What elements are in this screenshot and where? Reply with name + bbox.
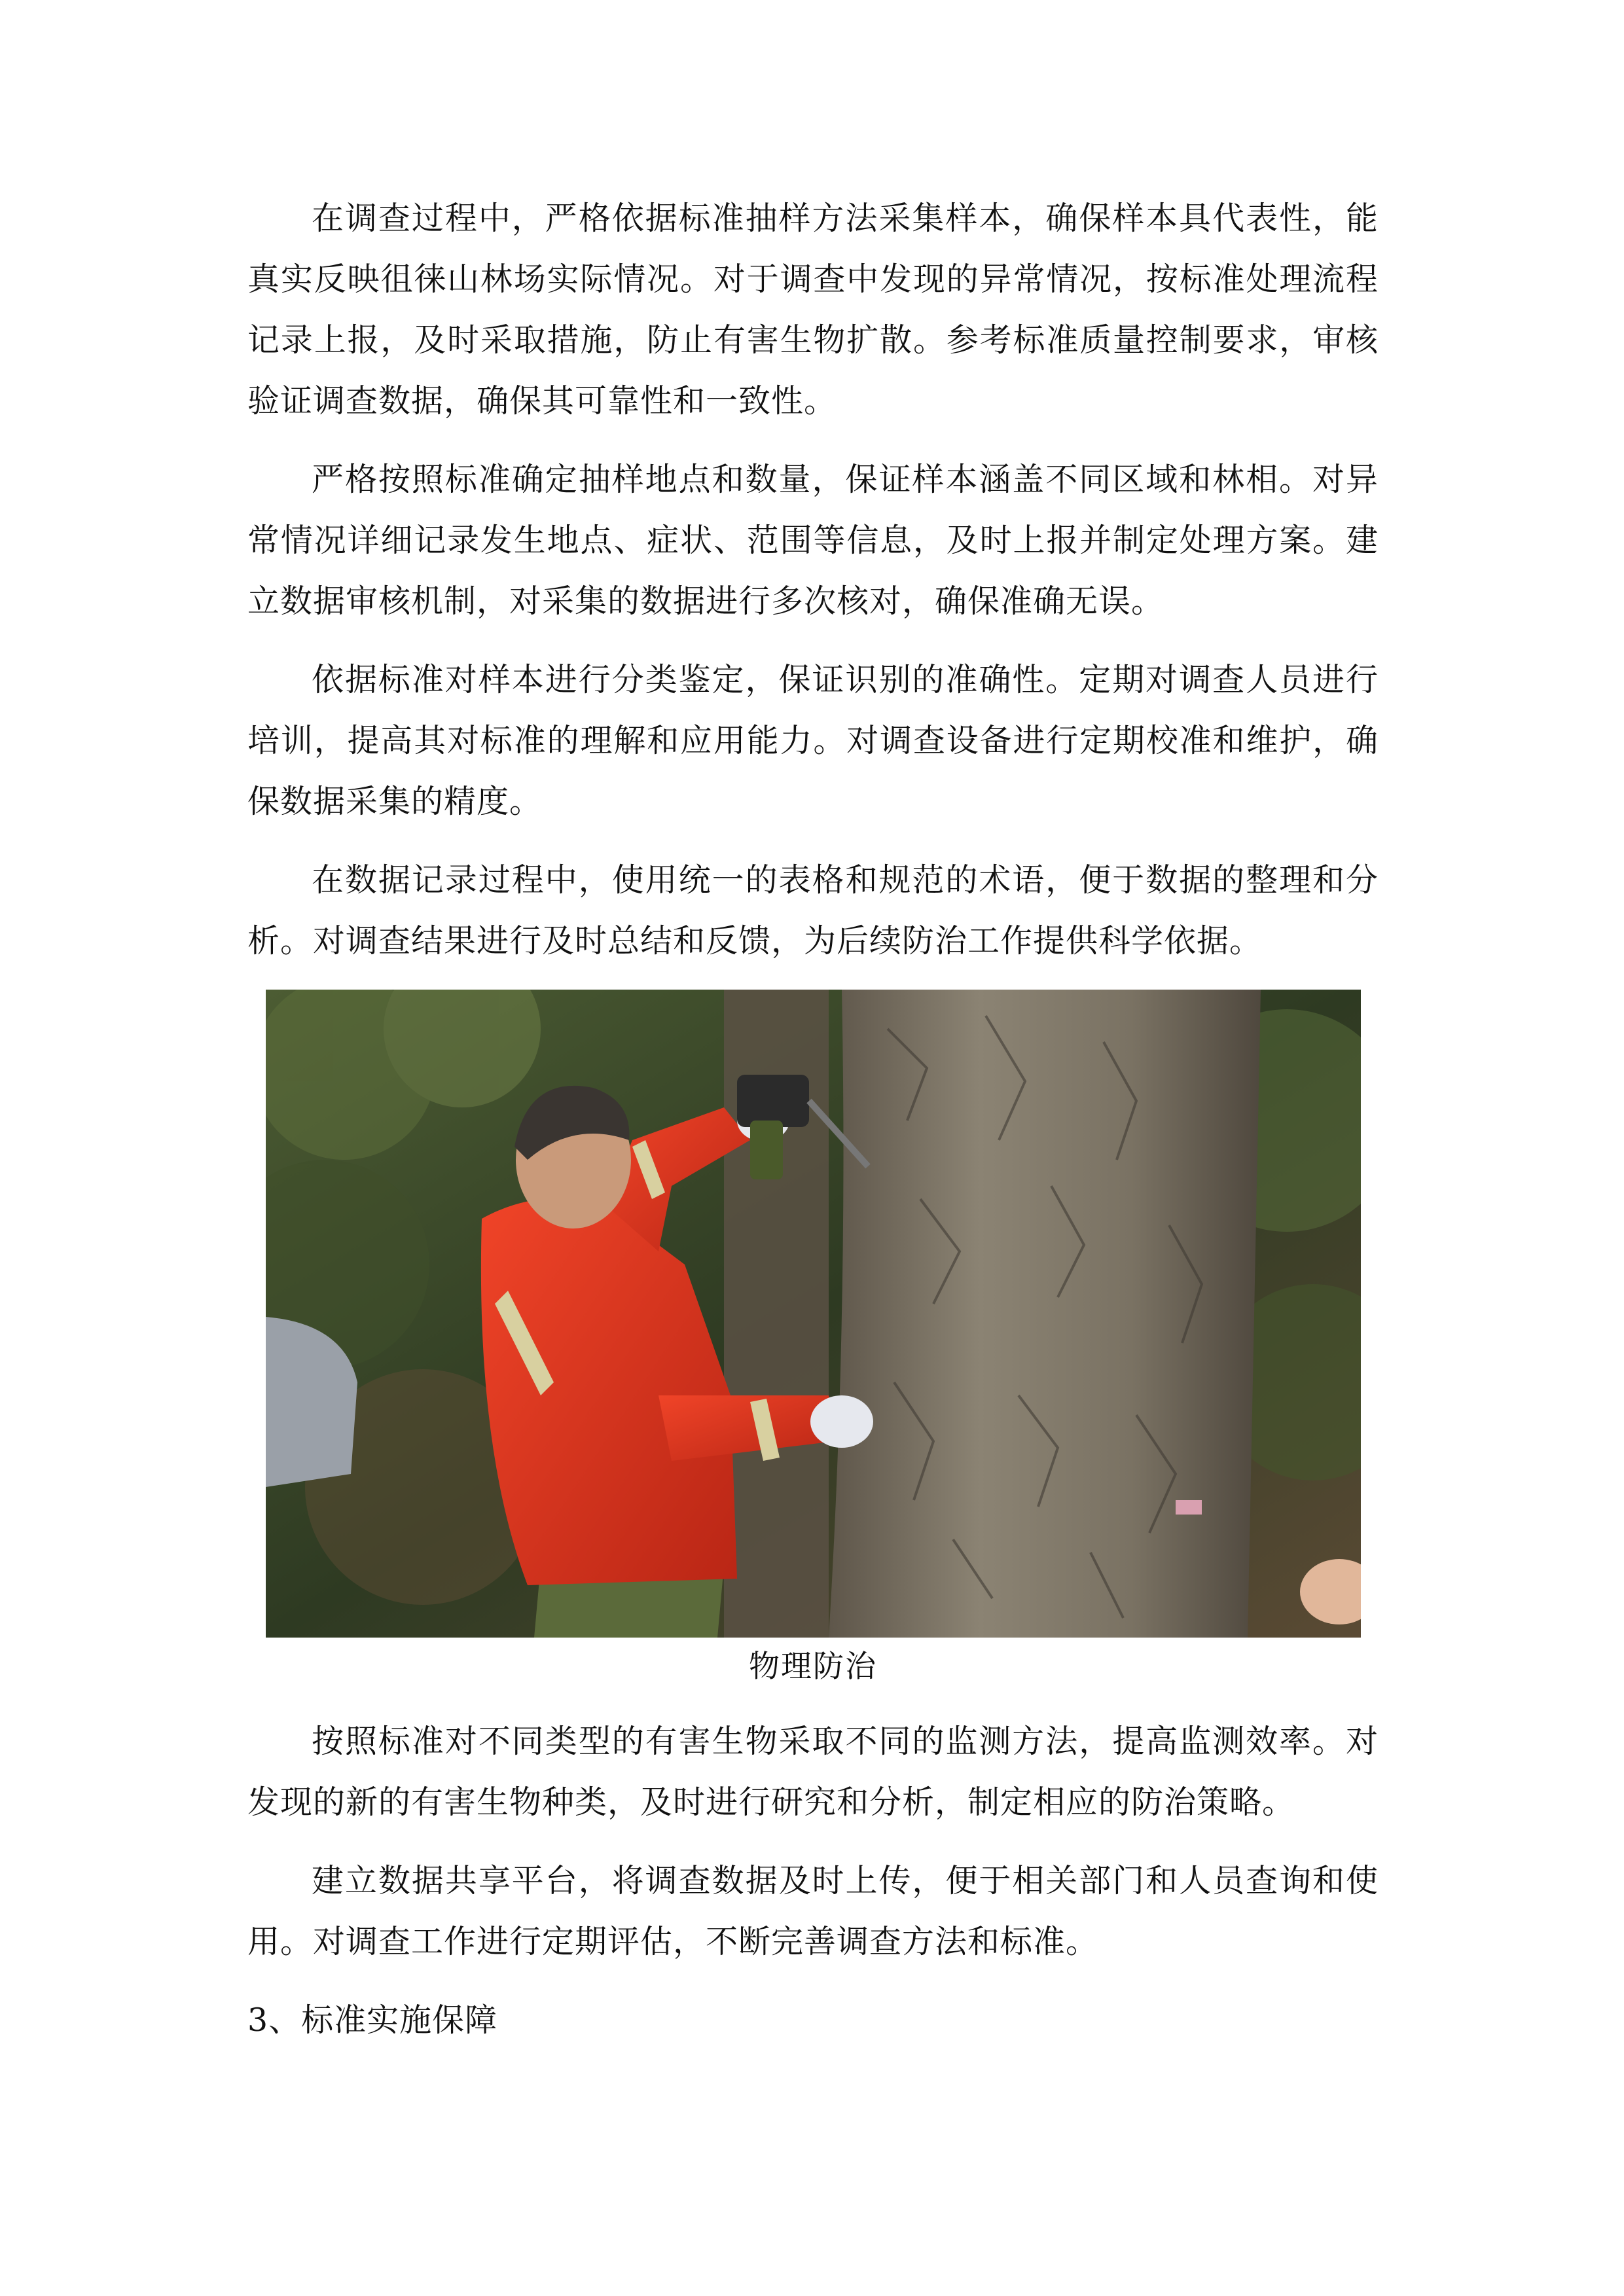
photo-illustration — [266, 990, 1361, 1638]
section-heading: 3、标准实施保障 — [247, 2001, 498, 2039]
paragraph-1: 在调查过程中，严格依据标准抽样方法采集样本，确保样本具代表性，能真实反映徂徕山林场实际情况。对于调查中发现的异常情况，按标准处理流程记录上报，及时采取措施，防止有害生物扩散。参考标准质量控制要求，审核验证调查数据，确保其可靠性和一致性。 — [247, 200, 1379, 420]
paragraph-2: 严格按照标准确定抽样地点和数量，保证样本涵盖不同区域和林相。对异常情况详细记录发生地点、症状、范围等信息，及时上报并制定处理方案。建立数据审核机制，对采集的数据进行多次核对，确保准确无误。 — [247, 461, 1379, 620]
paragraph-5: 按照标准对不同类型的有害生物采取不同的监测方法，提高监测效率。对发现的新的有害生物种类，及时进行研究和分析，制定相应的防治策略。 — [247, 1723, 1379, 1821]
photo-physical-control — [266, 990, 1361, 1638]
paragraph-3: 依据标准对样本进行分类鉴定，保证识别的准确性。定期对调查人员进行培训，提高其对标准的理解和应用能力。对调查设备进行定期校准和维护，确保数据采集的精度。 — [247, 661, 1379, 820]
pine-trunk — [829, 990, 1261, 1638]
tree-tag — [1176, 1500, 1202, 1515]
paragraph-4: 在数据记录过程中，使用统一的表格和规范的术语，便于数据的整理和分析。对调查结果进行及时总结和反馈，为后续防治工作提供科学依据。 — [247, 861, 1379, 960]
figure-caption: 物理防治 — [749, 1649, 877, 1685]
paragraph-6: 建立数据共享平台，将调查数据及时上传，便于相关部门和人员查询和使用。对调查工作进行定期评估，不断完善调查方法和标准。 — [247, 1862, 1379, 1960]
